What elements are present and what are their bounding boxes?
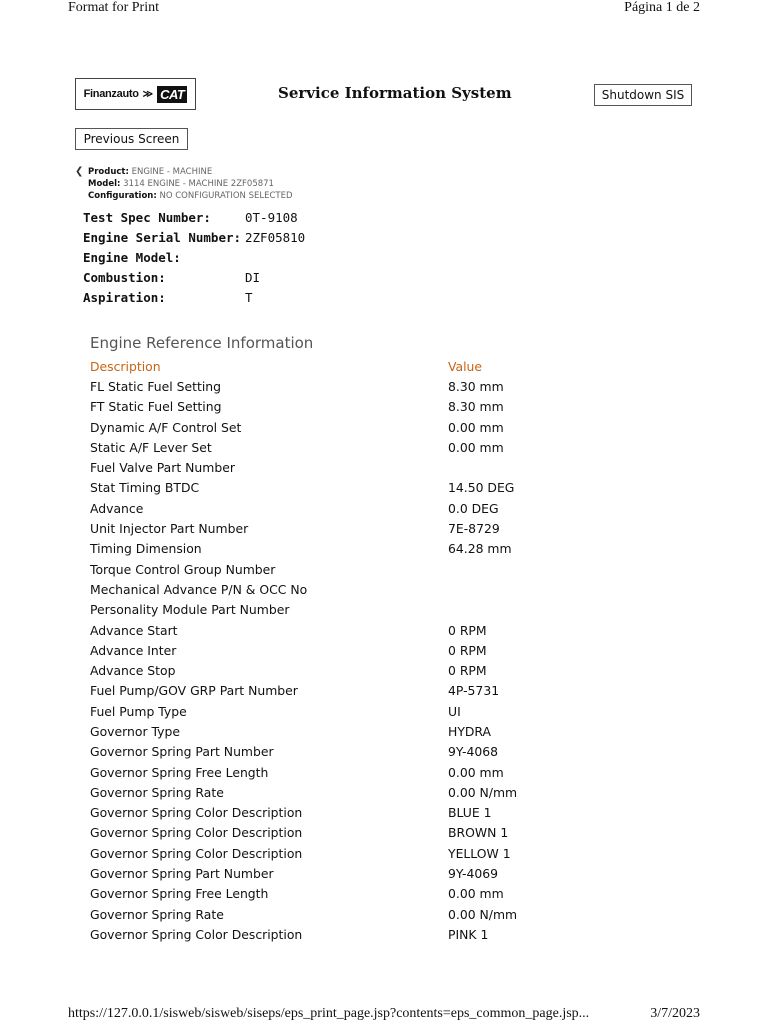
table-row (90, 478, 650, 498)
print-header (68, 0, 700, 20)
column-header-description: Description (90, 358, 161, 374)
table-row (90, 376, 650, 396)
row-description: Fuel Pump/GOV GRP Part Number (90, 683, 298, 699)
table-row (90, 843, 650, 863)
previous-screen-button[interactable]: Previous Screen (75, 128, 188, 150)
row-description: Dynamic A/F Control Set (90, 419, 242, 435)
table-row (90, 782, 650, 802)
model-line (76, 178, 293, 190)
row-description: Governor Spring Color Description (90, 845, 303, 861)
row-value: HYDRA (448, 723, 492, 739)
cat-brand: CAT (157, 86, 187, 103)
table-row (90, 742, 650, 762)
row-value: 64.28 mm (448, 541, 512, 557)
table-row (90, 762, 650, 782)
spec-row (83, 287, 305, 307)
row-value: 0.00 N/mm (448, 906, 518, 922)
row-value: YELLOW 1 (448, 845, 511, 861)
row-description: Advance Stop (90, 663, 176, 679)
row-description: Fuel Valve Part Number (90, 460, 235, 476)
model-value: 3114 ENGINE - MACHINE 2ZF05871 (123, 179, 274, 189)
row-description: Mechanical Advance P/N & OCC No (90, 581, 308, 597)
row-value: 0.00 mm (448, 419, 504, 435)
product-value: ENGINE - MACHINE (131, 167, 213, 177)
row-value: BLUE 1 (448, 805, 492, 821)
table-row (90, 417, 650, 437)
row-description: Torque Control Group Number (90, 561, 276, 577)
table-row (90, 904, 650, 924)
row-description: Governor Spring Part Number (90, 866, 274, 882)
brand-name: Finanzauto (83, 88, 139, 100)
table-row (90, 701, 650, 721)
spec-label: Combustion: (83, 269, 166, 285)
spec-value: T (245, 289, 253, 305)
print-header-title: Format for Print (68, 0, 159, 15)
row-value: 8.30 mm (448, 399, 504, 415)
row-value: 0 RPM (448, 663, 487, 679)
brand-arrow-icon: ≫ (142, 88, 154, 100)
print-footer (68, 1006, 700, 1026)
table-row (90, 803, 650, 823)
page-title: Service Information System (278, 84, 512, 102)
table-row (90, 457, 650, 477)
spec-row (83, 267, 305, 287)
finanzauto-cat-logo (75, 78, 196, 110)
product-label: Product: (88, 167, 129, 177)
row-description: Governor Spring Rate (90, 784, 224, 800)
print-date: 3/7/2023 (650, 1006, 700, 1021)
row-description: Governor Spring Color Description (90, 825, 303, 841)
page-number: Página 1 de 2 (624, 0, 700, 15)
table-row (90, 863, 650, 883)
table-row (90, 579, 650, 599)
row-description: Unit Injector Part Number (90, 521, 249, 537)
row-value: 0 RPM (448, 642, 487, 658)
row-description: FL Static Fuel Setting (90, 378, 222, 394)
table-row (90, 660, 650, 680)
column-header-value: Value (448, 358, 483, 374)
spec-value: 2ZF05810 (245, 230, 306, 246)
table-row (90, 539, 650, 559)
table-row (90, 518, 650, 538)
row-value: PINK 1 (448, 926, 489, 942)
row-description: Static A/F Lever Set (90, 439, 212, 455)
product-info (76, 166, 293, 202)
table-row (90, 397, 650, 417)
table-body (90, 376, 650, 944)
row-value: 9Y-4069 (448, 866, 498, 882)
table-row (90, 640, 650, 660)
row-description: Governor Type (90, 723, 180, 739)
row-value: 0.00 mm (448, 764, 504, 780)
product-line (76, 166, 293, 178)
model-label: Model: (88, 179, 121, 189)
table-header (90, 356, 650, 376)
row-value: 14.50 DEG (448, 480, 515, 496)
row-description: Governor Spring Color Description (90, 805, 303, 821)
row-description: Governor Spring Rate (90, 906, 224, 922)
spec-value: DI (245, 269, 261, 285)
configuration-line (76, 190, 293, 202)
row-value: 0.00 mm (448, 439, 504, 455)
engine-reference-table (90, 356, 650, 945)
table-row (90, 884, 650, 904)
row-description: Advance Inter (90, 642, 177, 658)
row-value: BROWN 1 (448, 825, 509, 841)
table-row (90, 437, 650, 457)
row-value: 9Y-4068 (448, 744, 498, 760)
row-description: Stat Timing BTDC (90, 480, 200, 496)
chevron-left-icon[interactable]: ❮ (75, 166, 84, 177)
row-value: 4P-5731 (448, 683, 500, 699)
spec-row (83, 208, 305, 228)
table-row (90, 924, 650, 944)
engine-spec-summary (83, 208, 305, 307)
row-description: Timing Dimension (90, 541, 202, 557)
spec-label: Aspiration: (83, 289, 166, 305)
spec-row (83, 248, 305, 268)
table-row (90, 559, 650, 579)
row-value: UI (448, 703, 461, 719)
row-value: 7E-8729 (448, 521, 500, 537)
row-description: Governor Spring Part Number (90, 744, 274, 760)
row-value: 0.0 DEG (448, 500, 499, 516)
row-value: 8.30 mm (448, 378, 504, 394)
configuration-value: NO CONFIGURATION SELECTED (159, 191, 293, 201)
shutdown-sis-button[interactable]: Shutdown SIS (594, 84, 692, 106)
section-title: Engine Reference Information (90, 334, 314, 352)
row-value: 0.00 N/mm (448, 784, 518, 800)
row-description: Personality Module Part Number (90, 602, 290, 618)
row-description: Governor Spring Free Length (90, 886, 269, 902)
table-row (90, 498, 650, 518)
row-description: Governor Spring Color Description (90, 926, 303, 942)
spec-value: 0T-9108 (245, 210, 298, 226)
row-description: Advance (90, 500, 144, 516)
table-row (90, 823, 650, 843)
row-description: Advance Start (90, 622, 178, 638)
table-row (90, 721, 650, 741)
table-row (90, 620, 650, 640)
spec-label: Engine Model: (83, 249, 181, 265)
row-value: 0.00 mm (448, 886, 504, 902)
spec-row (83, 228, 305, 248)
row-value: 0 RPM (448, 622, 487, 638)
page-url: https://127.0.0.1/sisweb/sisweb/siseps/eps_print_page.jsp?contents=eps_common_page.jsp... (68, 1006, 590, 1021)
row-description: FT Static Fuel Setting (90, 399, 222, 415)
spec-label: Test Spec Number: (83, 210, 211, 226)
row-description: Governor Spring Free Length (90, 764, 269, 780)
row-description: Fuel Pump Type (90, 703, 187, 719)
spec-label: Engine Serial Number: (83, 230, 242, 246)
table-row (90, 600, 650, 620)
table-row (90, 681, 650, 701)
configuration-label: Configuration: (88, 191, 157, 201)
